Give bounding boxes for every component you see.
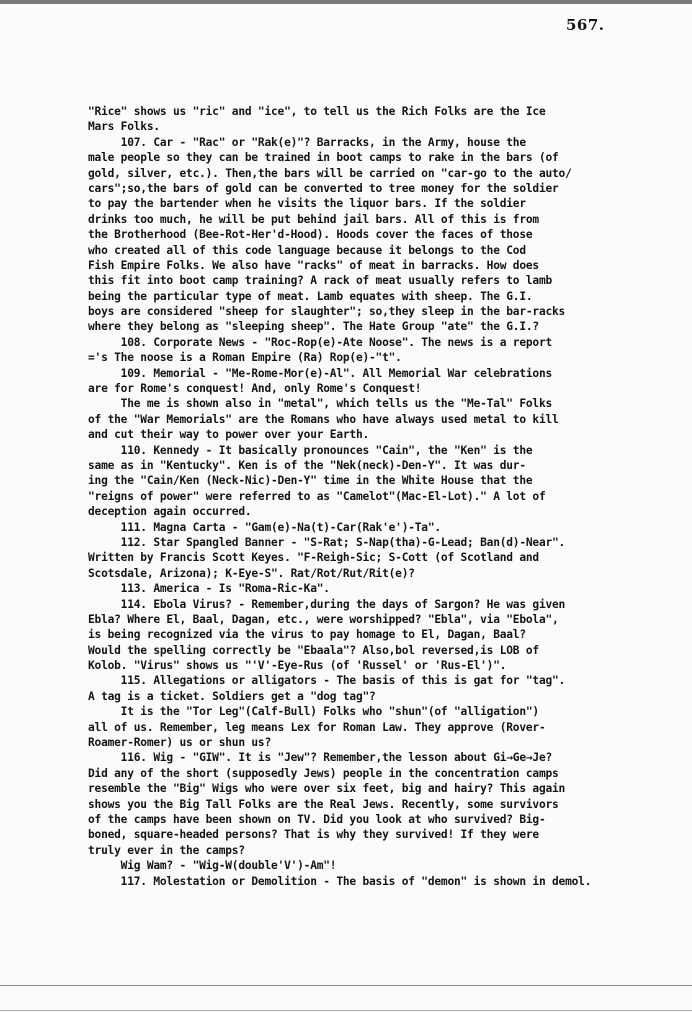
text-line: being the particular type of meat. Lamb equates with sheep. The G.I.: [88, 289, 533, 303]
text-line: cars";so,the bars of gold can be converted to tree money for the soldier: [88, 181, 559, 195]
text-line: 111. Magna Carta - "Gam(e)-Na(t)-Car(Rak'e')-Ta".: [88, 520, 441, 534]
text-line: are for Rome's conquest! And, only Rome's Conquest!: [88, 382, 422, 396]
text-line: The me is shown also in "metal", which tells us the "Me-Tal" Folks: [88, 397, 553, 411]
text-line: male people so they can be trained in boot camps to rake in the bars (of: [88, 151, 559, 165]
text-line: gold, silver, etc.). Then,the bars will be carried on "car-go to the auto/: [88, 166, 572, 180]
text-line: Did any of the short (supposedly Jews) people in the concentration camps: [88, 766, 559, 780]
scan-edge: [0, 0, 692, 4]
text-line: It is the "Tor Leg"(Calf-Bull) Folks who "shun"(of "alligation"): [88, 705, 539, 719]
text-line: Roamer-Romer) us or shun us?: [88, 736, 271, 750]
text-line: Ebla? Where El, Baal, Dagan, etc., were worshipped? "Ebla", via "Ebola",: [88, 612, 559, 626]
text-line: "reigns of power" were referred to as "Camelot"(Mac-El-Lot)." A lot of: [88, 489, 546, 503]
text-line: Mars Folks.: [88, 120, 160, 134]
text-line: 116. Wig - "GIW". It is "Jew"? Remember,the lesson about Gi→Ge→Je?: [88, 751, 553, 765]
text-line: 114. Ebola Virus? - Remember,during the days of Sargon? He was given: [88, 597, 566, 611]
text-line: 107. Car - "Rac" or "Rak(e)"? Barracks, in the Army, house the: [88, 135, 526, 149]
text-line: deception again occurred.: [88, 505, 252, 519]
scan-bottom-edge: [0, 985, 692, 986]
text-line: boned, square-headed persons? That is why they survived! If they were: [88, 828, 539, 842]
text-line: Wig Wam? - "Wig-W(double'V')-Am"!: [88, 859, 337, 873]
text-line: A tag is a ticket. Soldiers get a "dog tag"?: [88, 689, 376, 703]
text-line: to pay the bartender when he visits the liquor bars. If the soldier: [88, 197, 526, 211]
text-line: 109. Memorial - "Me-Rome-Mor(e)-Al". All Memorial War celebrations: [88, 366, 553, 380]
text-line: Would the spelling correctly be "Ebaala"? Also,bol reversed,is LOB of: [88, 643, 539, 657]
text-line: 112. Star Spangled Banner - "S-Rat; S-Nap(tha)-G-Lead; Ban(d)-Near".: [88, 535, 566, 549]
text-line: 110. Kennedy - It basically pronounces "Cain", the "Ken" is the: [88, 443, 533, 457]
text-line: 108. Corporate News - "Roc-Rop(e)-Ate Noose". The news is a report: [88, 335, 553, 349]
text-line: drinks too much, he will be put behind jail bars. All of this is from: [88, 212, 539, 226]
text-line: truly ever in the camps?: [88, 843, 245, 857]
text-line: Fish Empire Folks. We also have "racks" of meat in barracks. How does: [88, 258, 539, 272]
text-line: shows you the Big Tall Folks are the Real Jews. Recently, some survivors: [88, 797, 559, 811]
text-line: Scotsdale, Arizona); K-Eye-S". Rat/Rot/Rut/Rit(e)?: [88, 566, 415, 580]
text-line: where they belong as "sleeping sheep". The Hate Group "ate" the G.I.?: [88, 320, 539, 334]
scan-bottom-edge-2: [0, 1010, 692, 1011]
page-number: 567.: [566, 16, 605, 34]
text-line: is being recognized via the virus to pay homage to El, Dagan, Baal?: [88, 628, 526, 642]
text-line: all of us. Remember, leg means Lex for Roman Law. They approve (Rover-: [88, 720, 546, 734]
text-line: resemble the "Big" Wigs who were over six feet, big and hairy? This again: [88, 782, 566, 796]
body-text: [88, 104, 648, 889]
text-line: "Rice" shows us "ric" and "ice", to tell us the Rich Folks are the Ice: [88, 105, 546, 118]
text-line: the Brotherhood (Bee-Rot-Her'd-Hood). Hoods cover the faces of those: [88, 228, 533, 242]
text-line: boys are considered "sheep for slaughter"; so,they sleep in the bar-racks: [88, 305, 566, 319]
text-line: who created all of this code language because it belongs to the Cod: [88, 243, 526, 257]
text-line: 115. Allegations or alligators - The basis of this is gat for "tag".: [88, 674, 566, 688]
text-line: ing the "Cain/Ken (Neck-Nic)-Den-Y" time in the White House that the: [88, 474, 533, 488]
text-line: of the "War Memorials" are the Romans who have always used metal to kill: [88, 412, 559, 426]
text-line: and cut their way to power over your Earth.: [88, 428, 370, 442]
text-line: of the camps have been shown on TV. Did you look at who survived? Big-: [88, 812, 546, 826]
text-line: 113. America - Is "Roma-Ric-Ka".: [88, 582, 330, 596]
text-line: Kolob. "Virus" shows us "'V'-Eye-Rus (of 'Russel' or 'Rus-El')".: [88, 659, 507, 673]
text-line: 117. Molestation or Demolition - The basis of "demon" is shown in demol.: [88, 874, 592, 888]
text-line: this fit into boot camp training? A rack of meat usually refers to lamb: [88, 274, 553, 288]
text-line: ='s The noose is a Roman Empire (Ra) Rop(e)-"t".: [88, 351, 402, 365]
text-line: Written by Francis Scott Keyes. "F-Reigh-Sic; S-Cott (of Scotland and: [88, 551, 539, 565]
text-line: same as in "Kentucky". Ken is of the "Nek(neck)-Den-Y". It was dur-: [88, 458, 526, 472]
